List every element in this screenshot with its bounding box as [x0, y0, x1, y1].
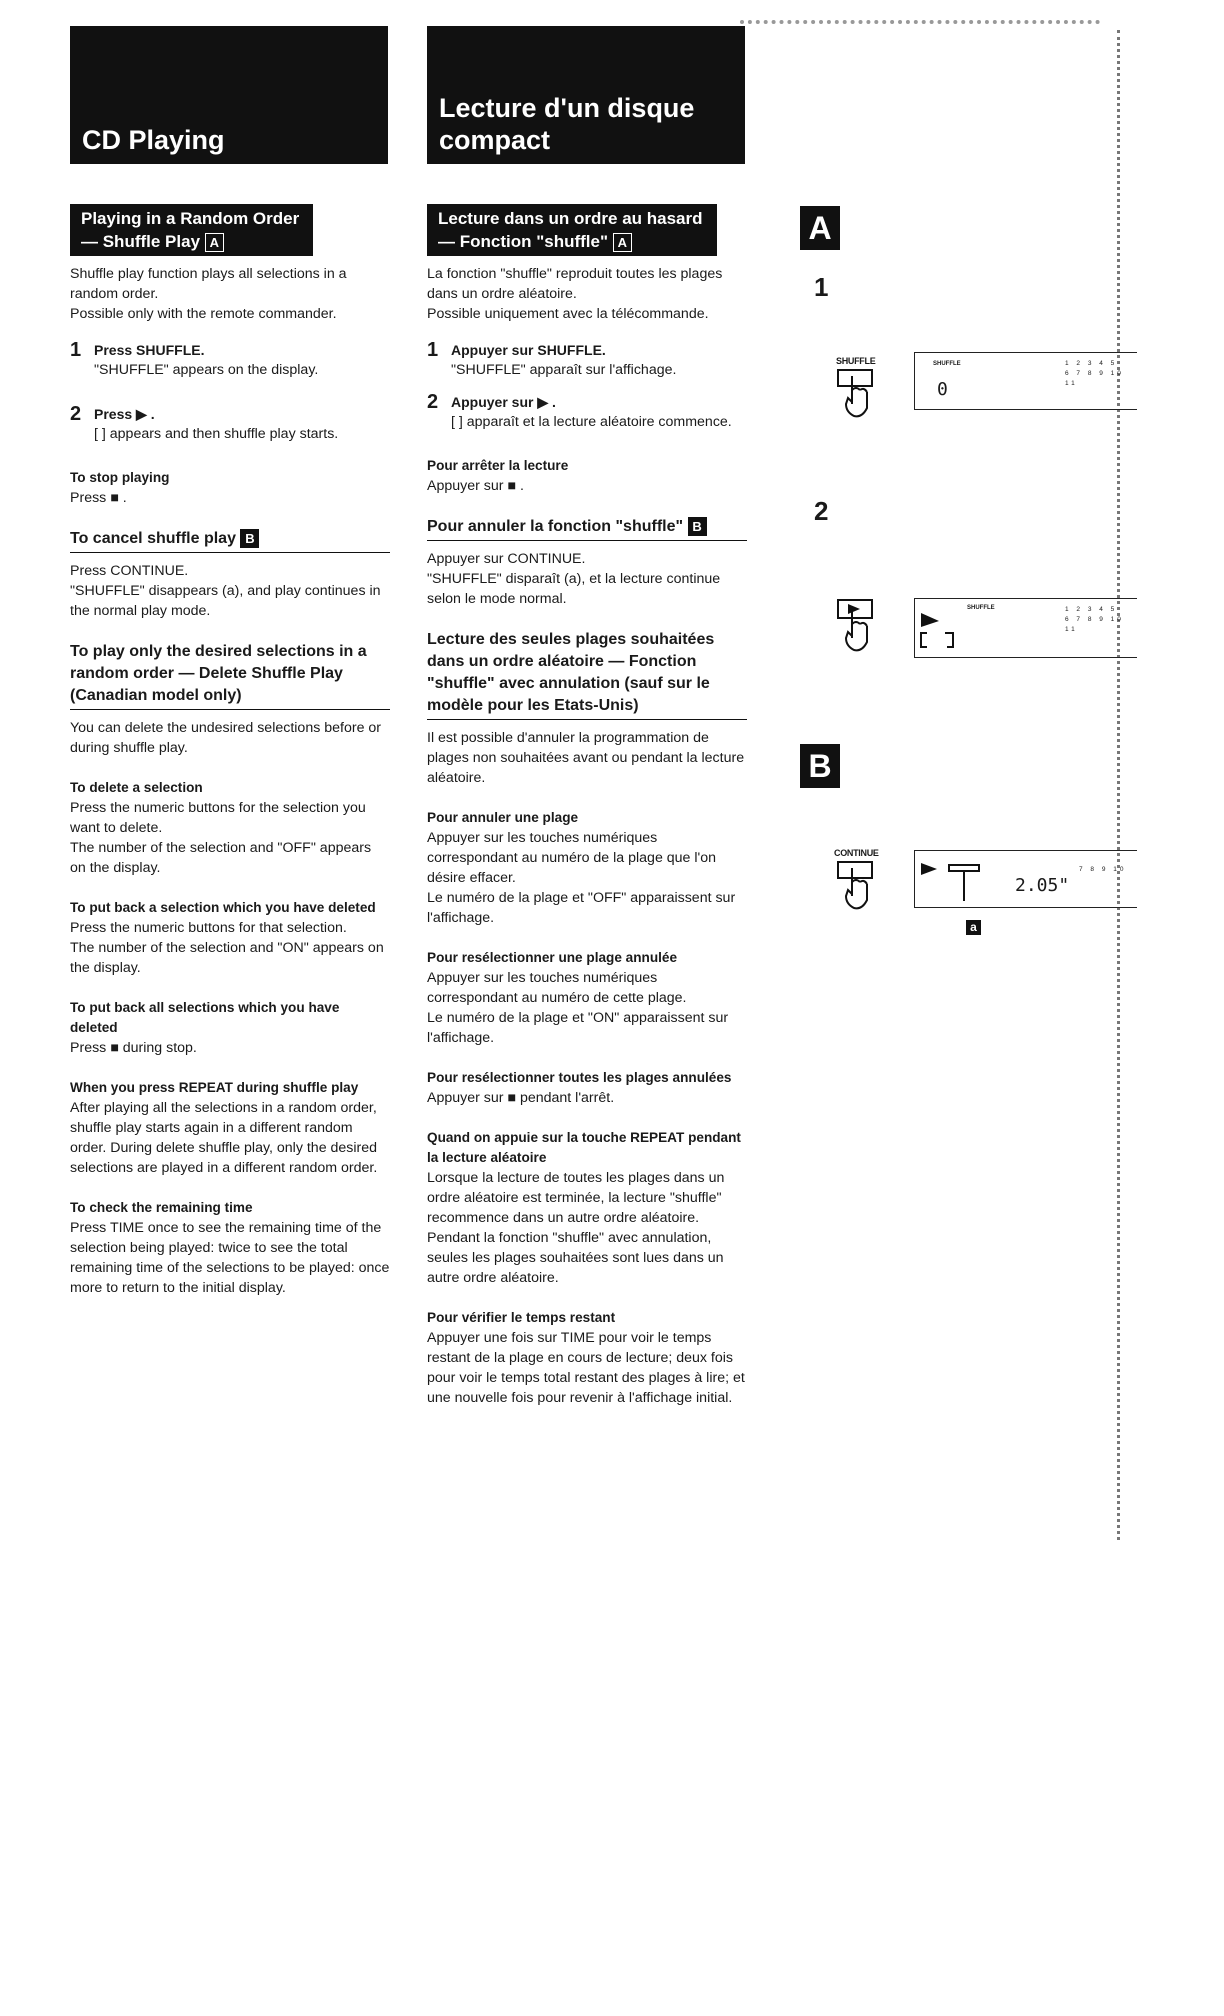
french-repeat-heading: Quand on appuie sur la touche REPEAT pendant la lecture aléatoire [427, 1130, 741, 1165]
shuffle-button-label: SHUFFLE [836, 356, 876, 366]
french-step-2-number: 2 [427, 391, 439, 413]
french-cancel-heading-text: Pour annuler la fonction "shuffle" [427, 518, 684, 535]
english-intro-2: Possible only with the remote commander. [70, 306, 337, 322]
badge-a-icon: A [613, 233, 632, 252]
display-3-tracks: 7 8 9 10 [1079, 866, 1127, 873]
french-step-2-title: Appuyer sur ▶ . [451, 394, 556, 410]
french-putback-heading: Pour resélectionner une plage annulée [427, 950, 678, 965]
english-title-block [70, 26, 388, 164]
display-2-tracks-row-1: 1 2 3 4 5 [1065, 606, 1118, 613]
figures-column [790, 0, 1160, 2016]
display-2-tracks-row-2: 6 7 8 9 10 [1065, 616, 1124, 623]
english-step-1 [70, 340, 390, 380]
french-putall-heading: Pour resélectionner toutes les plages annulées [427, 1070, 732, 1085]
english-putback-text-2: The number of the selection and "ON" appears on the display. [70, 940, 384, 976]
display-2-tracks [1065, 605, 1124, 635]
french-page-title: Lecture d'un disque compact [439, 93, 695, 155]
english-cancel-heading-text: To cancel shuffle play [70, 530, 236, 547]
display-1-tracks [1065, 359, 1124, 389]
english-section-title-2: — Shuffle Play [81, 232, 201, 251]
continue-button-label: CONTINUE [834, 848, 879, 858]
display-2-shuffle-word: SHUFFLE [967, 605, 995, 611]
french-section-title-1: Lecture dans un ordre au hasard [438, 209, 703, 228]
badge-a-icon: A [205, 233, 224, 252]
display-1-tracks-row-2: 6 7 8 9 10 [1065, 370, 1124, 377]
french-delete-text-2: Le numéro de la plage et "OFF" apparaissent sur l'affichage. [427, 890, 736, 926]
english-step-2-text: [ ] appears and then shuffle play starts. [94, 426, 339, 442]
french-stop-text: Appuyer sur ■ . [427, 478, 524, 494]
french-delete-text-1: Appuyer sur les touches numériques correspondant au numéro de la plage que l'on désire effacer. [427, 830, 717, 886]
english-page-title: CD Playing [82, 125, 225, 155]
english-step-1-title: Press SHUFFLE. [94, 342, 205, 358]
english-delete-heading: To delete a selection [70, 780, 203, 795]
english-repeat-heading: When you press REPEAT during shuffle play [70, 1080, 359, 1095]
display-panel-3 [914, 850, 1137, 908]
display-3-time: 2.05" [1015, 875, 1070, 896]
french-intro-2: Possible uniquement avec la télécommande. [427, 306, 709, 322]
french-time-text: Appuyer une fois sur TIME pour voir le temps restant de la plage en cours de lecture; deux fois pour voir le temps total restant des plages à lire; et une nouvelle fois pour revenir à l'affichage initial. [427, 1330, 745, 1406]
french-title-block [427, 26, 745, 164]
english-cancel-text-1: Press CONTINUE. [70, 563, 189, 579]
english-stop-text: Press ■ . [70, 490, 127, 506]
french-step-1 [427, 340, 747, 380]
english-step-2 [70, 404, 390, 444]
figure-b-label: B [800, 744, 840, 788]
scan-edge-top [740, 20, 1100, 32]
english-section-header [70, 204, 313, 256]
display-1-shuffle-word: SHUFFLE [933, 361, 961, 367]
french-putback-text-1: Appuyer sur les touches numériques correspondant au numéro de cette plage. [427, 970, 687, 1006]
english-desired-text: You can delete the undesired selections before or during shuffle play. [70, 720, 382, 756]
english-step-2-title: Press ▶ . [94, 406, 155, 422]
english-desired-heading: To play only the desired selections in a random order — Delete Shuffle Play (Canadian model only) [70, 641, 390, 710]
shuffle-button-press-icon [834, 368, 878, 422]
french-section-title-2: — Fonction "shuffle" [438, 232, 609, 251]
display-2-tracks-row-3: 11 [1065, 626, 1078, 633]
english-stop-heading: To stop playing [70, 470, 170, 485]
french-section-header [427, 204, 717, 256]
english-step-2-number: 2 [70, 403, 82, 425]
french-cancel-text-1: Appuyer sur CONTINUE. [427, 551, 586, 567]
figure-a-label: A [800, 206, 840, 250]
english-step-1-number: 1 [70, 339, 82, 361]
english-cancel-text-2: "SHUFFLE" disappears (a), and play continues in the normal play mode. [70, 583, 381, 619]
figure-step-1-number: 1 [814, 272, 829, 302]
english-delete-text-1: Press the numeric buttons for the selection you want to delete. [70, 800, 366, 836]
french-cancel-text-2: "SHUFFLE" disparaît (a), et la lecture continue selon le mode normal. [427, 571, 721, 607]
display-panel-1 [914, 352, 1137, 410]
french-repeat-text: Lorsque la lecture de toutes les plages dans un ordre aléatoire est terminée, la lecture "shuffle" recommence dans un autre ordre aléatoire. Pendant la fonction "shuffle" avec annulation, seules les plages souhaitées sont lues dans un autre ordre aléatoire. [427, 1170, 725, 1286]
english-intro-1: Shuffle play function plays all selections in a random order. [70, 266, 347, 302]
continue-button-press-icon [834, 860, 878, 914]
french-time-heading: Pour vérifier le temps restant [427, 1310, 616, 1325]
english-cancel-heading [70, 528, 390, 553]
french-step-1-number: 1 [427, 339, 439, 361]
display-1-tracks-row-3: 11 [1065, 380, 1078, 387]
english-step-1-text: "SHUFFLE" appears on the display. [94, 362, 319, 378]
english-time-text: Press TIME once to see the remaining time of the selection being played: twice to see the total remaining time of the selections to be played: once more to return to the initial display. [70, 1220, 390, 1296]
figure-step-2-number: 2 [814, 496, 829, 526]
french-step-1-title: Appuyer sur SHUFFLE. [451, 342, 606, 358]
english-putall-heading: To put back all selections which you have deleted [70, 1000, 340, 1035]
french-putall-text: Appuyer sur ■ pendant l'arrêt. [427, 1090, 615, 1106]
scan-edge-right [1114, 30, 1120, 1540]
french-intro-1: La fonction "shuffle" reproduit toutes les plages dans un ordre aléatoire. [427, 266, 723, 302]
english-putback-text-1: Press the numeric buttons for that selection. [70, 920, 347, 936]
english-delete-text-2: The number of the selection and "OFF" appears on the display. [70, 840, 372, 876]
display-1-tracks-row-1: 1 2 3 4 5 [1065, 360, 1118, 367]
french-body [427, 264, 747, 1408]
french-desired-heading: Lecture des seules plages souhaitées dans un ordre aléatoire — Fonction "shuffle" avec annulation (sauf sur le modèle pour les Etats-Unis) [427, 629, 747, 720]
play-button-press-icon [834, 598, 878, 656]
french-delete-heading: Pour annuler une plage [427, 810, 579, 825]
display-1-digit: 0 [937, 379, 948, 400]
french-desired-text: Il est possible d'annuler la programmation de plages non souhaitées avant ou pendant la lecture aléatoire. [427, 730, 745, 786]
display-panel-2 [914, 598, 1137, 658]
french-step-2-text: [ ] apparaît et la lecture aléatoire commence. [451, 414, 732, 430]
english-putall-text: Press ■ during stop. [70, 1040, 197, 1056]
english-repeat-text: After playing all the selections in a random order, shuffle play starts again in a different random order. During delete shuffle play, only the desired selections are played in a different random order. [70, 1100, 378, 1176]
badge-b-icon: B [688, 517, 707, 536]
french-step-2 [427, 392, 747, 432]
english-body [70, 264, 390, 1298]
english-section-title-1: Playing in a Random Order [81, 209, 300, 228]
display-3-play-indicator-icon [919, 861, 1009, 901]
callout-a-label: a [966, 920, 981, 935]
display-2-play-indicator-icon [919, 611, 979, 651]
french-putback-text-2: Le numéro de la plage et "ON" apparaissent sur l'affichage. [427, 1010, 729, 1046]
french-cancel-heading [427, 516, 747, 541]
french-stop-heading: Pour arrêter la lecture [427, 458, 569, 473]
english-putback-heading: To put back a selection which you have deleted [70, 900, 376, 915]
english-time-heading: To check the remaining time [70, 1200, 253, 1215]
badge-b-icon: B [240, 529, 259, 548]
french-step-1-text: "SHUFFLE" apparaît sur l'affichage. [451, 362, 677, 378]
